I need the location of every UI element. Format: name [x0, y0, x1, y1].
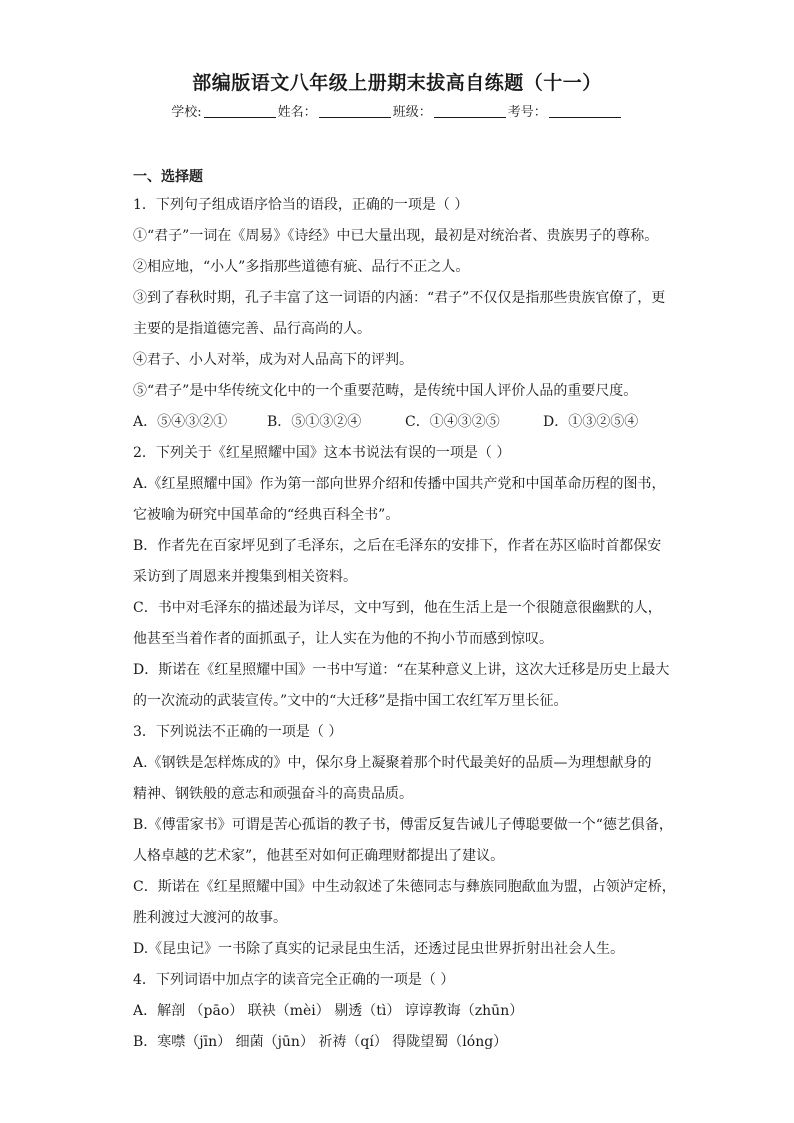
question-line: 采访到了周恩来并搜集到相关资料。	[133, 569, 357, 585]
school-blank	[204, 104, 276, 118]
class-blank	[434, 104, 506, 118]
section-heading: 一、选择题	[133, 169, 203, 185]
question-line: ⑤“君子”是中华传统文化中的一个重要范畴，是传统中国人评价人品的重要尺度。	[133, 383, 638, 399]
question-line: ③到了春秋时期，孔子丰富了这一词语的内涵：“君子”不仅仅是指那些贵族官僚了，更	[133, 290, 666, 306]
name-blank	[319, 104, 391, 118]
option-b: B．⑤①③②④	[267, 414, 362, 430]
question-line: A.《钢铁是怎样炼成的》中，保尔身上凝聚着那个时代最美好的品质—为理想献身的	[133, 755, 652, 771]
question-line: 它被喻为研究中国革命的“经典百科全书”。	[133, 507, 400, 523]
option-c: C．①④③②⑤	[405, 414, 500, 430]
question-line: D．斯诺在《红星照耀中国》一书中写道：“在某种意义上讲，这次大迁移是历史上最大	[133, 662, 670, 678]
questions-body	[133, 190, 676, 1058]
exam-no-blank	[549, 104, 621, 118]
question-line: ④君子、小人对举，成为对人品高下的评判。	[133, 352, 413, 368]
class-label: 班级：	[392, 105, 432, 120]
question-line: A．解剖 （pāo） 联袂（mèi） 剔透（tì） 谆谆教诲（zhūn）	[133, 1003, 524, 1019]
question-line: B．作者先在百家坪见到了毛泽东，之后在毛泽东的安排下，作者在苏区临时首都保安	[133, 538, 662, 554]
question-line: C．斯诺在《红星照耀中国》中生动叙述了朱德同志与彝族同胞歃血为盟，占领泸定桥，	[133, 879, 676, 895]
question-line: ①“君子”一词在《周易》《诗经》中已大量出现，最初是对统治者、贵族男子的尊称。	[133, 228, 659, 244]
school-label: 学校:	[171, 105, 202, 120]
question-line: 精神、钢铁般的意志和顽强奋斗的高贵品质。	[133, 786, 413, 802]
question-line: D.《昆虫记》一书除了真实的记录昆虫生活，还透过昆虫世界折射出社会人生。	[133, 941, 625, 957]
question-line: C．书中对毛泽东的描述最为详尽，文中写到，他在生活上是一个很随意很幽默的人，	[133, 600, 662, 616]
question-stem: 3．下列说法不正确的一项是（ ）	[133, 724, 343, 740]
question-line: 的一次流动的武装宣传。”文中的“大迁移”是指中国工农红军万里长征。	[133, 693, 568, 709]
question-line: 主要的是指道德完善、品行高尚的人。	[133, 321, 371, 337]
option-a: A．⑤④③②①	[133, 414, 228, 430]
answer-options	[133, 407, 673, 438]
question-stem: 4．下列词语中加点字的读音完全正确的一项是（ ）	[133, 972, 455, 988]
option-d: D．①③②⑤④	[543, 414, 639, 430]
question-stem: 1．下列句子组成语序恰当的语段，正确的一项是（ ）	[133, 197, 469, 213]
name-label: 姓名：	[277, 105, 317, 120]
question-line: B．寒噤（jīn） 细菌（jūn） 祈祷（qí） 得陇望蜀（lóng）	[133, 1034, 508, 1050]
student-info-line	[0, 101, 794, 120]
question-line: 胜利渡过大渡河的故事。	[133, 910, 287, 926]
page-title: 部编版语文八年级上册期末拔高自练题（十一）	[192, 72, 602, 94]
question-line: 人格卓越的艺术家”，他甚至对如何正确理财都提出了建议。	[133, 848, 505, 864]
question-stem: 2．下列关于《红星照耀中国》这本书说法有误的一项是（ ）	[133, 445, 511, 461]
question-line: 他甚至当着作者的面抓虱子，让人实在为他的不拘小节而感到惊叹。	[133, 631, 553, 647]
question-line: ②相应地，“小人”多指那些道德有疵、品行不正之人。	[133, 259, 470, 275]
question-line: A.《红星照耀中国》作为第一部向世界介绍和传播中国共产党和中国革命历程的图书，	[133, 476, 666, 492]
exam-no-label: 考号：	[507, 105, 547, 120]
question-line: B.《傅雷家书》可谓是苦心孤诣的教子书，傅雷反复告诫儿子傅聪要做一个“德艺俱备，	[133, 817, 673, 833]
